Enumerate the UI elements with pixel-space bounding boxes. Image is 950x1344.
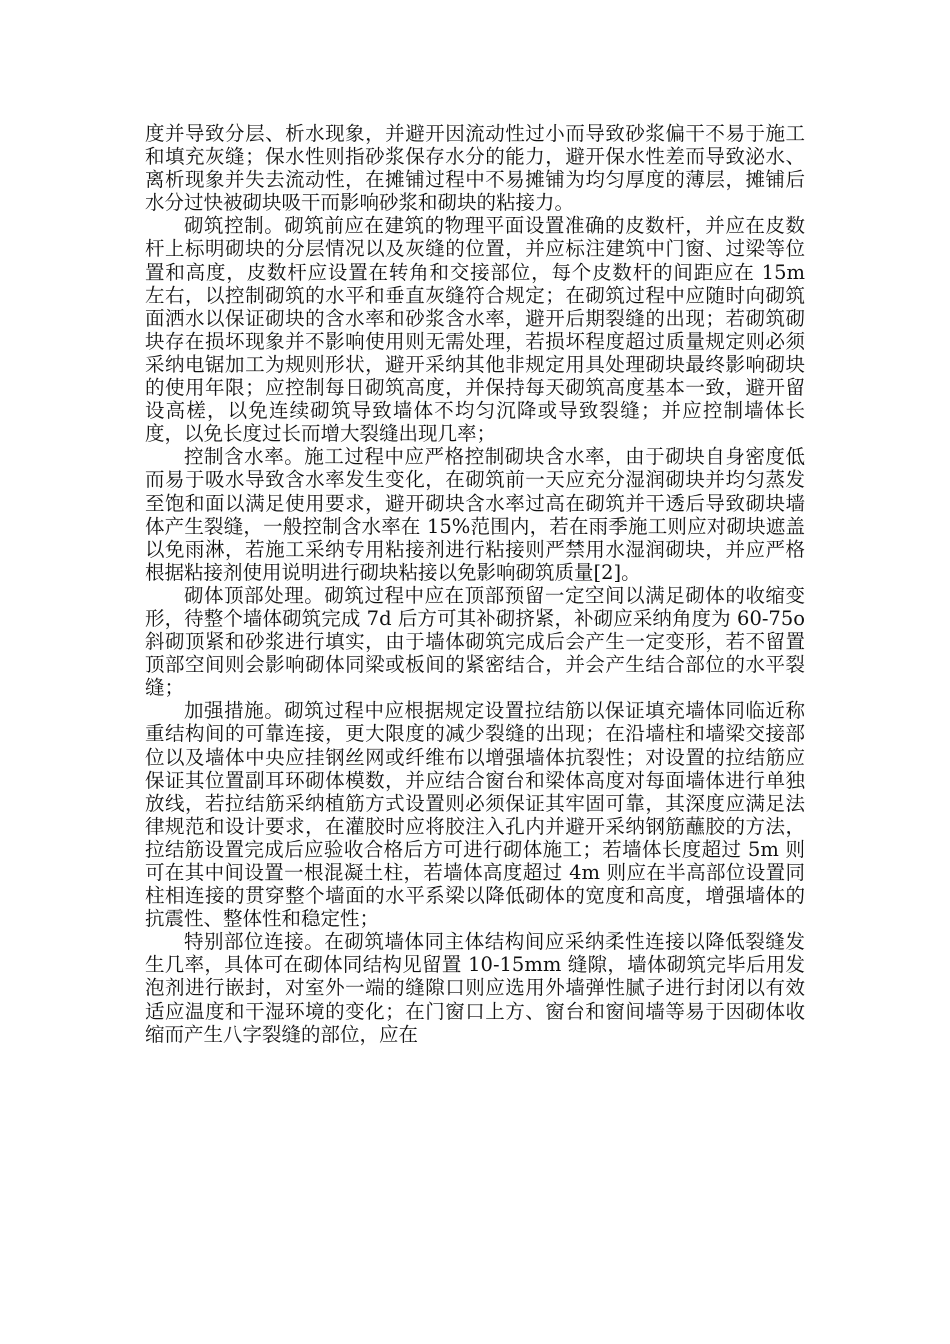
document-page: [145, 122, 805, 1046]
paragraph-moisture-control: 控制含水率。施工过程中应严格控制砌块含水率，由于砌块自身密度低而易于吸水导致含水率发生变化，在砌筑前一天应充分湿润砌块并均匀蒸发至饱和面以满足使用要求，避开砌块含水率过高在砌筑并干透后导致砌块墙体产生裂缝，一般控制含水率在 15%范围内，若在雨季施工则应对砌块遮盖以免雨淋，若施工采纳专用粘接剂进行粘接则严禁用水湿润砌块，并应严格根据粘接剂使用说明进行砌块粘接以免影响砌筑质量[2]。: [145, 445, 805, 584]
paragraph-reinforcement: 加强措施。砌筑过程中应根据规定设置拉结筋以保证填充墙体同临近称重结构间的可靠连接，更大限度的减少裂缝的出现；在沿墙柱和墙梁交接部位以及墙体中央应挂钢丝网或纤维布以增强墙体抗裂性；对设置的拉结筋应保证其位置副耳环砌体模数，并应结合窗台和梁体高度对每面墙体进行单独放线，若拉结筋采纳植筋方式设置则必须保证其牢固可靠，其深度应满足法律规范和设计要求，在灌胶时应将胶注入孔内并避开采纳钢筋蘸胶的方法，拉结筋设置完成后应验收合格后方可进行砌体施工；若墙体长度超过 5m 则可在其中间设置一根混凝土柱，若墙体高度超过 4m 则应在半高部位设置同柱相连接的贯穿整个墙面的水平系梁以降低砌体的宽度和高度，增强墙体的抗震性、整体性和稳定性；: [145, 699, 805, 931]
paragraph-top-treatment: 砌体顶部处理。砌筑过程中应在顶部预留一定空间以满足砌体的收缩变形，待整个墙体砌筑完成 7d 后方可其补砌挤紧，补砌应采纳角度为 60-75o 斜砌顶紧和砂浆进行填实，由于墙体砌筑完成后会产生一定变形，若不留置顶部空间则会影响砌体同梁或板间的紧密结合，并会产生结合部位的水平裂缝；: [145, 583, 805, 700]
paragraph-special-connection: 特别部位连接。在砌筑墙体同主体结构间应采纳柔性连接以降低裂缝发生几率，具体可在砌体同结构见留置 10-15mm 缝隙，墙体砌筑完毕后用发泡剂进行嵌封，对室外一端的缝隙口则应选用外墙弹性腻子进行封闭以有效适应温度和干湿环境的变化；在门窗口上方、窗台和窗间墙等易于因砌体收缩而产生八字裂缝的部位，应在: [145, 930, 805, 1046]
paragraph-masonry-control: 砌筑控制。砌筑前应在建筑的物理平面设置准确的皮数杆，并应在皮数杆上标明砌块的分层情况以及灰缝的位置，并应标注建筑中门窗、过梁等位置和高度，皮数杆应设置在转角和交接部位，每个皮数杆的间距应在 15m 左右，以控制砌筑的水平和垂直灰缝符合规定；在砌筑过程中应随时向砌筑面洒水以保证砌块的含水率和砂浆含水率，避开后期裂缝的出现；若砌筑砌块存在损坏现象并不影响使用则无需处理，若损坏程度超过质量规定则必须采纳电锯加工为规则形状，避开采纳其他非规定用具处理砌块最终影响砌块的使用年限；应控制每日砌筑高度，并保持每天砌筑高度基本一致，避开留设高槎，以免连续砌筑导致墙体不均匀沉降或导致裂缝；并应控制墙体长度，以免长度过长而增大裂缝出现几率；: [145, 214, 805, 446]
paragraph-continuation: 度并导致分层、析水现象，并避开因流动性过小而导致砂浆偏干不易于施工和填充灰缝；保水性则指砂浆保存水分的能力，避开保水性差而导致泌水、离析现象并失去流动性，在摊铺过程中不易摊铺为均匀厚度的薄层，摊铺后水分过快被砌块吸干而影响砂浆和砌块的粘接力。: [145, 122, 805, 215]
